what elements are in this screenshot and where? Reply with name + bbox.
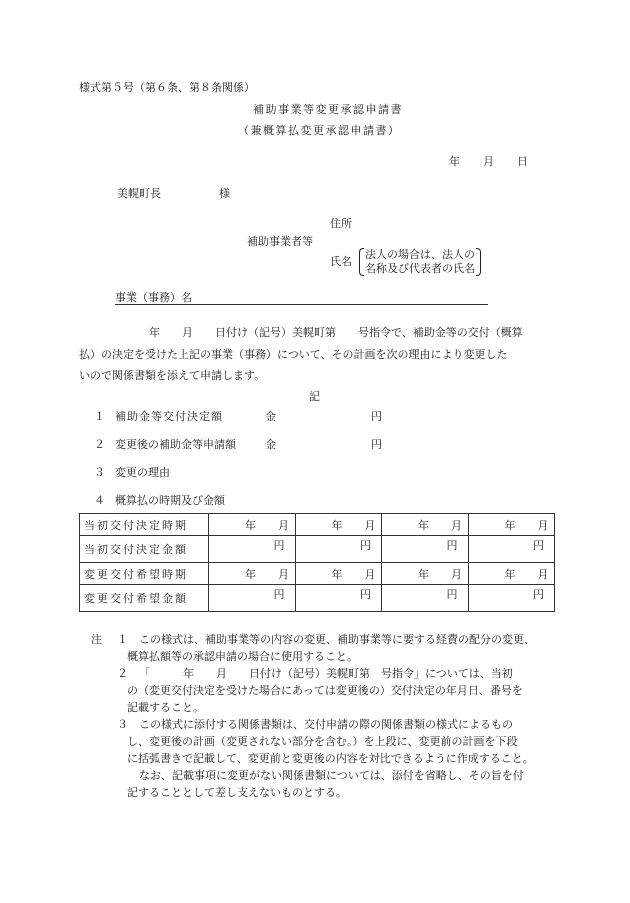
note-1-line-1: この様式は、補助事業等の内容の変更、補助事業等に要する経費の配分の変更、 — [139, 633, 535, 646]
document-title: 補助事業等変更承認申請書 — [253, 103, 403, 116]
table-row — [80, 563, 555, 585]
body-line-1: 年 月 日付け（記号）美幌町第 号指令で、補助金等の交付（概算 — [149, 326, 523, 339]
item-2-label: 変更後の補助金等申請額 — [115, 438, 236, 451]
address-label: 住所 — [330, 217, 352, 230]
note-3-line-3: に括弧書きで記載して、変更前と変更後の内容を対比できるように作成すること。 — [127, 752, 534, 765]
amount-cell: 円 — [468, 536, 555, 563]
note-1-number: １ — [117, 633, 128, 646]
note-2-line-1: 「 年 月 日付け（記号）美幌町第 号指令」については、当初 — [139, 667, 513, 680]
item-1-currency: 金 — [265, 410, 276, 423]
item-3-number: ３ — [94, 466, 105, 479]
amount-cell: 円 — [382, 585, 469, 612]
note-2-number: ２ — [117, 667, 128, 680]
notes-heading: 注 — [91, 633, 102, 646]
amount-cell: 円 — [209, 536, 296, 563]
item-1-unit: 円 — [371, 410, 382, 423]
addressee-name: 美幌町長 — [117, 187, 161, 200]
form-number: 様式第５号（第６条、第８条関係） — [79, 81, 255, 94]
item-4-number: ４ — [94, 494, 105, 507]
period-cell: 年 月 — [468, 563, 555, 585]
item-2-unit: 円 — [371, 438, 382, 451]
note-2-line-3: 記載すること。 — [127, 701, 204, 714]
period-cell: 年 月 — [382, 514, 469, 536]
period-cell: 年 月 — [382, 563, 469, 585]
item-2-number: ２ — [94, 438, 105, 451]
name-note-line1: 法人の場合は、法人の — [365, 248, 475, 261]
amount-cell: 円 — [209, 585, 296, 612]
amount-cell: 円 — [382, 536, 469, 563]
document-subtitle: （兼概算払変更承認申請書） — [238, 124, 401, 137]
period-cell: 年 月 — [209, 514, 296, 536]
advance-payment-table — [79, 513, 555, 612]
note-3-line-1: この様式に添付する関係書類は、交付申請の際の関係書類の様式によるもの — [139, 718, 513, 731]
name-note-line2: 名称及び代表者の氏名 — [365, 261, 475, 275]
item-3-label: 変更の理由 — [115, 466, 170, 479]
note-2-line-2: の（変更交付決定を受けた場合にあっては変更後の）交付決定の年月日、番号を — [127, 684, 523, 697]
period-cell: 年 月 — [295, 563, 382, 585]
note-3-number: ３ — [117, 718, 128, 731]
note-3-line-2: し、変更後の計画（変更されない部分を含む。）を上段に、変更前の計画を下段 — [127, 735, 518, 748]
date-month: 月 — [483, 155, 494, 168]
name-label: 氏名 — [330, 255, 352, 268]
period-cell: 年 月 — [209, 563, 296, 585]
date-year: 年 — [449, 155, 460, 168]
row-header: 変更交付希望金額 — [80, 585, 209, 612]
item-2-currency: 金 — [265, 438, 276, 451]
row-header: 当初交付決定金額 — [80, 536, 209, 563]
period-cell: 年 月 — [295, 514, 382, 536]
item-1-number: １ — [94, 410, 105, 423]
note-3-line-4: なお、記載事項に変更がない関係書類については、添付を省略し、その旨を付 — [139, 769, 524, 782]
project-name-underline — [115, 304, 488, 305]
project-label: 事業（事務）名 — [115, 291, 192, 304]
note-1-line-2: 概算払額等の承認申請の場合に使用すること。 — [127, 650, 358, 663]
date-day: 日 — [517, 155, 528, 168]
item-4-label: 概算払の時期及び金額 — [115, 494, 225, 507]
name-note — [365, 248, 475, 276]
body-line-3: いので関係書類を添えて申請します。 — [79, 369, 266, 382]
table-row — [80, 514, 555, 536]
note-3-line-5: 記することとして差し支えないものとする。 — [127, 786, 347, 799]
amount-cell: 円 — [295, 536, 382, 563]
amount-cell: 円 — [468, 585, 555, 612]
row-header: 変更交付希望時期 — [80, 563, 209, 585]
table-row — [80, 536, 555, 563]
row-header: 当初交付決定時期 — [80, 514, 209, 536]
item-1-label: 補助金等交付決定額 — [115, 410, 223, 423]
addressee-honorific: 様 — [219, 187, 230, 200]
amount-cell: 円 — [295, 585, 382, 612]
applicant-label: 補助事業者等 — [247, 235, 313, 248]
body-line-2: 払）の決定を受けた上記の事業（事務）について、その計画を次の理由により変更した — [79, 348, 508, 361]
table-row — [80, 585, 555, 612]
ki-heading: 記 — [309, 390, 320, 403]
period-cell: 年 月 — [468, 514, 555, 536]
